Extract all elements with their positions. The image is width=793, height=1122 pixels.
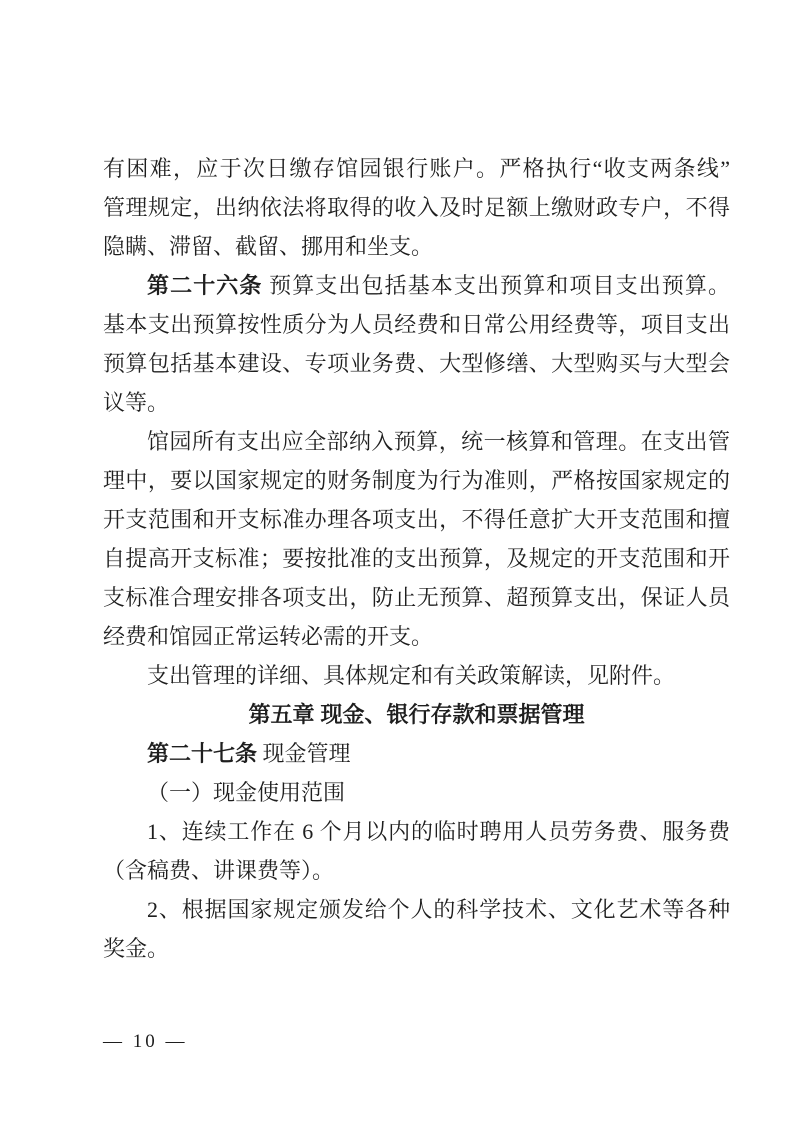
paragraph-line: 支出管理的详细、具体规定和有关政策解读，见附件。: [147, 663, 676, 688]
page-number: — 10 —: [103, 1031, 188, 1052]
paragraph-line: 理中，要以国家规定的财务制度为行为准则，严格按国家规定的: [103, 468, 730, 493]
paragraph-line: 管理规定，出纳依法将取得的收入及时足额上缴财政专户，不得: [103, 195, 730, 220]
paragraph-line: 支标准合理安排各项支出，防止无预算、超预算支出，保证人员: [103, 585, 730, 610]
paragraph-line: 馆园所有支出应全部纳入预算，统一核算和管理。在支出管: [147, 429, 730, 454]
article-26-text: 预算支出包括基本支出预算和项目支出预算。: [269, 273, 730, 298]
article-27-term: 第二十七条: [147, 741, 258, 766]
list-item-2-line: 2、根据国家规定颁发给个人的科学技术、文化艺术等各种: [147, 897, 730, 922]
paragraph-line: 开支范围和开支标准办理各项支出，不得任意扩大开支范围和擅: [103, 507, 730, 532]
list-item-1-line: （含稿费、讲课费等）。: [103, 858, 335, 883]
paragraph-line: 经费和馆园正常运转必需的开支。: [103, 624, 434, 649]
article-26-term: 第二十六条: [147, 273, 263, 298]
article-27-title: 现金管理: [262, 741, 351, 766]
article-26-line: [103, 266, 730, 305]
paragraph-line: 隐瞒、滞留、截留、挪用和坐支。: [103, 234, 434, 259]
paragraph-line: 预算包括基本建设、专项业务费、大型修缮、大型购买与大型会: [103, 351, 730, 376]
document-body: [103, 149, 730, 968]
list-item-1-line: 1、连续工作在 6 个月以内的临时聘用人员劳务费、服务费: [147, 819, 730, 844]
list-item-scope-heading: （一）现金使用范围: [147, 780, 346, 805]
paragraph-line: 议等。: [103, 390, 170, 415]
paragraph-line: 自提高开支标准；要按批准的支出预算，及规定的开支范围和开: [103, 546, 730, 571]
paragraph-line: 有困难，应于次日缴存馆园银行账户。严格执行“收支两条线”: [103, 156, 730, 181]
article-27-line: [103, 734, 730, 773]
chapter-5-heading: 第五章 现金、银行存款和票据管理: [248, 702, 585, 727]
list-item-2-line: 奖金。: [103, 936, 170, 961]
paragraph-line: 基本支出预算按性质分为人员经费和日常公用经费等，项目支出: [103, 312, 730, 337]
